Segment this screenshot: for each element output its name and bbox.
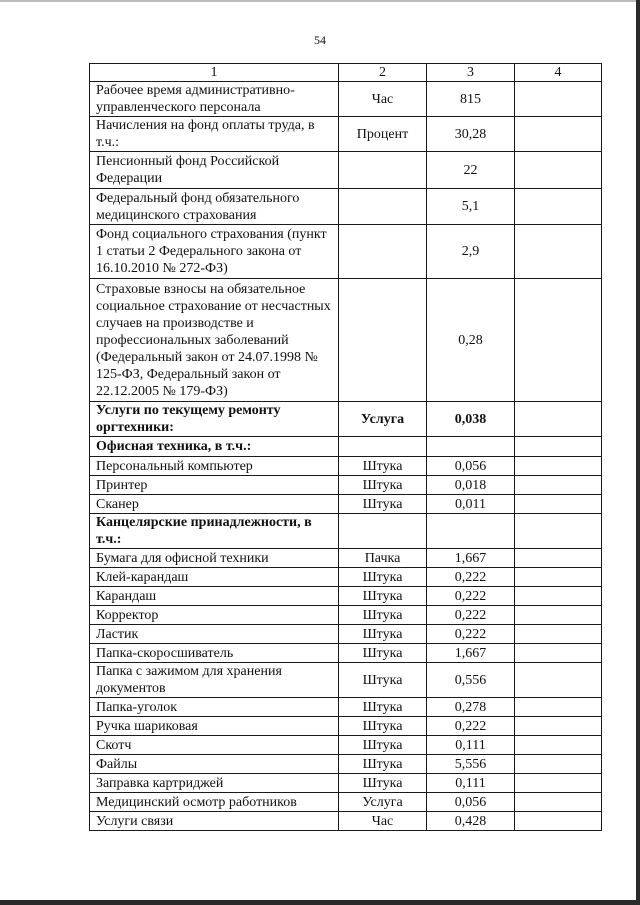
row-note-cell <box>515 189 602 225</box>
table-row <box>90 755 602 774</box>
row-note-cell <box>515 812 602 831</box>
table-row <box>90 437 602 457</box>
row-value-cell: 0,111 <box>427 736 515 755</box>
row-name-cell: Рабочее время административно-управленческого персонала <box>90 82 339 117</box>
row-name-cell: Принтер <box>90 476 339 495</box>
row-value-cell: 5,1 <box>427 189 515 225</box>
row-value-cell: 0,222 <box>427 717 515 736</box>
row-value-cell: 22 <box>427 152 515 189</box>
row-unit-cell <box>339 514 427 549</box>
row-note-cell <box>515 717 602 736</box>
row-unit-cell: Штука <box>339 736 427 755</box>
table-row <box>90 476 602 495</box>
row-unit-cell: Штука <box>339 663 427 698</box>
row-name-cell: Услуги связи <box>90 812 339 831</box>
row-note-cell <box>515 606 602 625</box>
row-note-cell <box>515 663 602 698</box>
row-value-cell: 0,056 <box>427 793 515 812</box>
row-note-cell <box>515 625 602 644</box>
row-unit-cell: Штука <box>339 606 427 625</box>
row-note-cell <box>515 457 602 476</box>
row-unit-cell: Процент <box>339 117 427 152</box>
row-value-cell: 0,056 <box>427 457 515 476</box>
row-note-cell <box>515 279 602 402</box>
row-note-cell <box>515 495 602 514</box>
row-value-cell: 0,556 <box>427 663 515 698</box>
row-name-cell: Заправка картриджей <box>90 774 339 793</box>
row-unit-cell: Услуга <box>339 793 427 812</box>
row-name-cell: Фонд социального страхования (пункт 1 статьи 2 Федерального закона от 16.10.2010 № 272-ФЗ) <box>90 225 339 279</box>
row-value-cell: 0,222 <box>427 625 515 644</box>
row-value-cell: 0,428 <box>427 812 515 831</box>
row-value-cell: 1,667 <box>427 549 515 568</box>
row-value-cell: 0,011 <box>427 495 515 514</box>
row-value-cell: 1,667 <box>427 644 515 663</box>
row-name-cell: Услуги по текущему ремонту оргтехники: <box>90 402 339 437</box>
row-unit-cell <box>339 437 427 457</box>
row-name-cell: Сканер <box>90 495 339 514</box>
row-note-cell <box>515 514 602 549</box>
table-row <box>90 279 602 402</box>
row-value-cell: 2,9 <box>427 225 515 279</box>
row-name-cell: Страховые взносы на обязательное социальное страхование от несчастных случаев на производстве и профессиональных заболеваний (Федеральный закон от 24.07.1998 № 125-ФЗ, Федеральный закон от 22.12.2005 № 179-ФЗ) <box>90 279 339 402</box>
row-unit-cell: Штука <box>339 568 427 587</box>
table-row <box>90 495 602 514</box>
row-note-cell <box>515 755 602 774</box>
row-unit-cell: Час <box>339 812 427 831</box>
table-row <box>90 736 602 755</box>
table-row <box>90 717 602 736</box>
row-name-cell: Персональный компьютер <box>90 457 339 476</box>
column-header: 1 <box>90 64 339 82</box>
scan-edge-bottom <box>0 900 640 905</box>
row-note-cell <box>515 82 602 117</box>
row-name-cell: Карандаш <box>90 587 339 606</box>
row-unit-cell: Штука <box>339 698 427 717</box>
row-unit-cell: Услуга <box>339 402 427 437</box>
column-header: 4 <box>515 64 602 82</box>
row-name-cell: Папка-уголок <box>90 698 339 717</box>
row-name-cell: Федеральный фонд обязательного медицинского страхования <box>90 189 339 225</box>
row-note-cell <box>515 587 602 606</box>
row-value-cell: 0,222 <box>427 568 515 587</box>
row-unit-cell: Штука <box>339 644 427 663</box>
table-row <box>90 606 602 625</box>
table-row <box>90 568 602 587</box>
table-row <box>90 774 602 793</box>
row-value-cell: 0,222 <box>427 606 515 625</box>
row-note-cell <box>515 152 602 189</box>
row-note-cell <box>515 476 602 495</box>
row-note-cell <box>515 225 602 279</box>
row-unit-cell: Штука <box>339 476 427 495</box>
row-unit-cell: Штука <box>339 625 427 644</box>
row-note-cell <box>515 774 602 793</box>
row-name-cell: Папка-скоросшиватель <box>90 644 339 663</box>
table-row <box>90 117 602 152</box>
row-note-cell <box>515 698 602 717</box>
row-unit-cell: Штука <box>339 457 427 476</box>
table-row <box>90 152 602 189</box>
row-name-cell: Ручка шариковая <box>90 717 339 736</box>
row-name-cell: Скотч <box>90 736 339 755</box>
row-value-cell: 30,28 <box>427 117 515 152</box>
row-name-cell: Канцелярские принадлежности, в т.ч.: <box>90 514 339 549</box>
table-row <box>90 793 602 812</box>
row-note-cell <box>515 117 602 152</box>
table-row <box>90 457 602 476</box>
row-note-cell <box>515 549 602 568</box>
table-row <box>90 625 602 644</box>
row-note-cell <box>515 793 602 812</box>
table-row <box>90 644 602 663</box>
row-value-cell: 0,018 <box>427 476 515 495</box>
column-header: 3 <box>427 64 515 82</box>
row-unit-cell: Штука <box>339 717 427 736</box>
row-name-cell: Ластик <box>90 625 339 644</box>
table-row <box>90 663 602 698</box>
table-row <box>90 514 602 549</box>
row-unit-cell: Пачка <box>339 549 427 568</box>
row-value-cell: 0,111 <box>427 774 515 793</box>
page-number: 54 <box>314 33 326 47</box>
row-name-cell: Файлы <box>90 755 339 774</box>
row-value-cell: 0,278 <box>427 698 515 717</box>
table-row <box>90 812 602 831</box>
row-value-cell: 0,222 <box>427 587 515 606</box>
scan-edge-right <box>636 0 640 905</box>
scan-edge-top <box>0 0 640 2</box>
row-name-cell: Папка с зажимом для хранения документов <box>90 663 339 698</box>
row-note-cell <box>515 402 602 437</box>
row-unit-cell <box>339 279 427 402</box>
row-name-cell: Бумага для офисной техники <box>90 549 339 568</box>
row-unit-cell: Штука <box>339 587 427 606</box>
column-header: 2 <box>339 64 427 82</box>
row-name-cell: Начисления на фонд оплаты труда, в т.ч.: <box>90 117 339 152</box>
row-value-cell: 815 <box>427 82 515 117</box>
row-name-cell: Медицинский осмотр работников <box>90 793 339 812</box>
row-name-cell: Пенсионный фонд Российской Федерации <box>90 152 339 189</box>
row-value-cell: 0,28 <box>427 279 515 402</box>
table-row <box>90 587 602 606</box>
column-number-row <box>90 64 602 82</box>
row-value-cell: 5,556 <box>427 755 515 774</box>
row-value-cell <box>427 514 515 549</box>
table-row <box>90 402 602 437</box>
row-unit-cell <box>339 225 427 279</box>
row-unit-cell: Час <box>339 82 427 117</box>
table-row <box>90 189 602 225</box>
row-note-cell <box>515 437 602 457</box>
norms-table <box>89 63 602 831</box>
row-unit-cell: Штука <box>339 774 427 793</box>
row-value-cell <box>427 437 515 457</box>
table-row <box>90 225 602 279</box>
table-row <box>90 82 602 117</box>
row-unit-cell <box>339 152 427 189</box>
row-name-cell: Корректор <box>90 606 339 625</box>
table-row <box>90 549 602 568</box>
row-name-cell: Офисная техника, в т.ч.: <box>90 437 339 457</box>
row-note-cell <box>515 568 602 587</box>
row-unit-cell <box>339 189 427 225</box>
row-unit-cell: Штука <box>339 495 427 514</box>
row-note-cell <box>515 644 602 663</box>
row-name-cell: Клей-карандаш <box>90 568 339 587</box>
row-value-cell: 0,038 <box>427 402 515 437</box>
row-unit-cell: Штука <box>339 755 427 774</box>
row-note-cell <box>515 736 602 755</box>
table-row <box>90 698 602 717</box>
